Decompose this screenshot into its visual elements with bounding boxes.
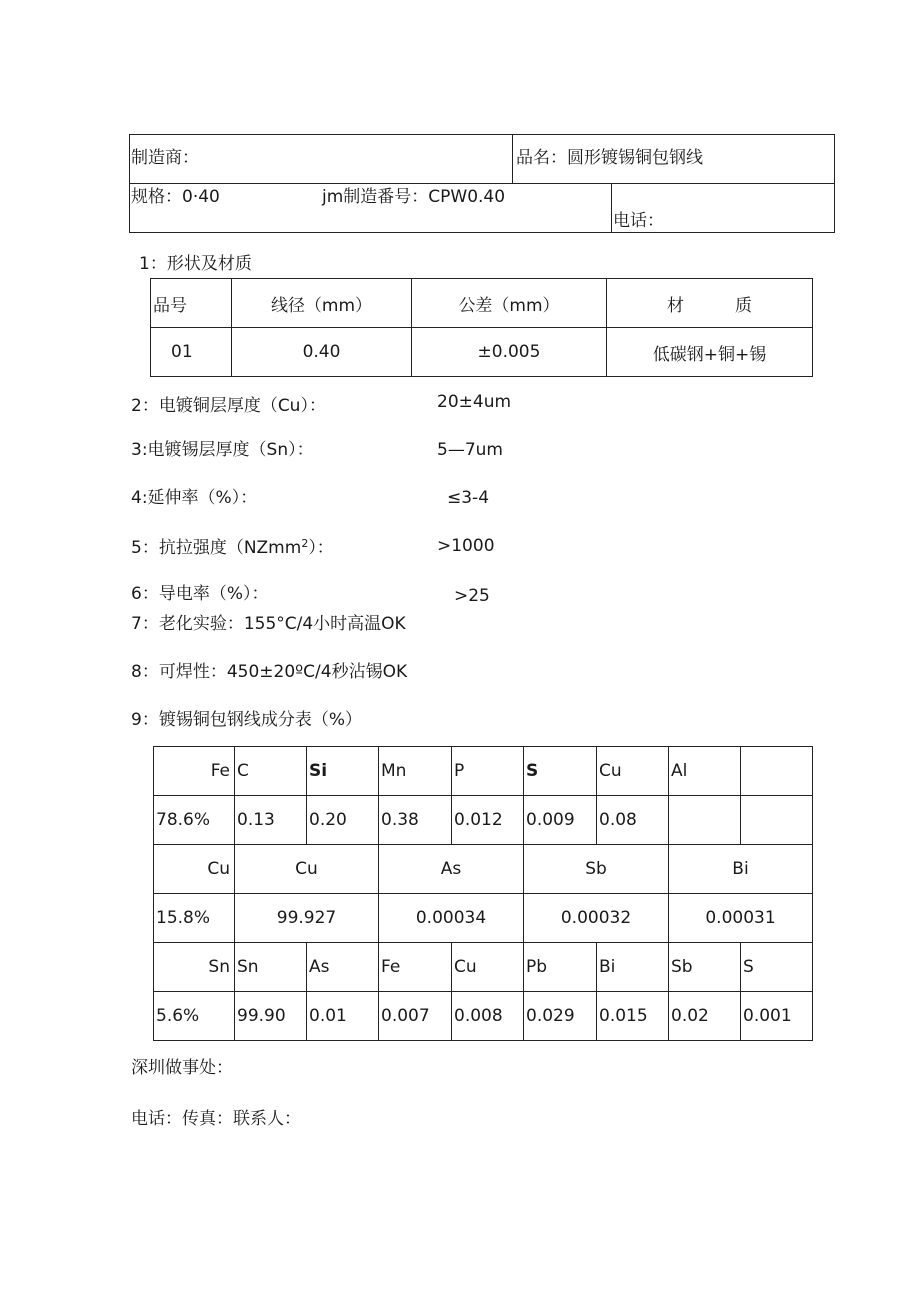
- cu-element: Sb: [524, 845, 669, 894]
- cu-label: Cu: [154, 845, 235, 894]
- fe-element: C: [235, 747, 307, 796]
- sn-value: 0.029: [524, 992, 597, 1041]
- sn-value: 99.90: [235, 992, 307, 1041]
- col-header-tolerance: 公差（mm）: [412, 279, 607, 328]
- composition-title: 9：镀锡铜包钢线成分表（%）: [131, 710, 362, 730]
- spec-conductivity-value: >25: [454, 586, 490, 606]
- cu-element: Bi: [669, 845, 813, 894]
- fe-value: [741, 796, 813, 845]
- spec-tensile-value: >1000: [437, 536, 495, 556]
- sn-element: As: [307, 943, 379, 992]
- sn-element: Sn: [235, 943, 307, 992]
- cu-percent: 15.8%: [154, 894, 235, 943]
- sn-value: 0.015: [597, 992, 669, 1041]
- sn-value: 0.001: [741, 992, 813, 1041]
- fe-value: 0.13: [235, 796, 307, 845]
- spec-aging-test: 7：老化实验：155°C/4小时高温OK: [131, 614, 406, 634]
- fe-value: 0.20: [307, 796, 379, 845]
- sn-element: S: [741, 943, 813, 992]
- sn-value: 0.02: [669, 992, 741, 1041]
- sn-element: Cu: [452, 943, 524, 992]
- fe-element: Cu: [597, 747, 669, 796]
- fe-value: 0.012: [452, 796, 524, 845]
- fe-label: Fe: [154, 747, 235, 796]
- fe-value: [669, 796, 741, 845]
- sn-element: Bi: [597, 943, 669, 992]
- cell-part-no: 01: [151, 328, 232, 377]
- sn-label: Sn: [154, 943, 235, 992]
- spec-elongation-label: 4:延伸率（%）：: [131, 488, 258, 508]
- spec-solderability: 8：可焊性：450±20ºC/4秒沾锡OK: [131, 662, 408, 682]
- spec-sn-thickness-value: 5—7um: [437, 440, 503, 460]
- cell-material: 低碳钢+铜+锡: [607, 328, 813, 377]
- sn-element: Sb: [669, 943, 741, 992]
- spec-conductivity-label: 6：导电率（%）：: [131, 584, 269, 604]
- cu-element: As: [379, 845, 524, 894]
- fe-value: 0.38: [379, 796, 452, 845]
- composition-table: [153, 746, 813, 1041]
- manufacturer-label: 制造商：: [131, 148, 199, 168]
- product-name: 品名：圆形镀锡铜包钢线: [516, 148, 703, 168]
- cu-value: 0.00034: [379, 894, 524, 943]
- spec-label: 规格：0·40: [131, 187, 220, 207]
- section1-title: 1：形状及材质: [139, 254, 252, 274]
- spec-sn-thickness-label: 3:电镀锡层厚度（Sn）：: [131, 440, 314, 460]
- lot-number: jm制造番号：CPW0.40: [322, 187, 506, 207]
- fe-percent: 78.6%: [154, 796, 235, 845]
- spec-tensile-label: 5：抗拉强度（NZmm$^2$）：: [131, 537, 334, 558]
- sn-value: 0.01: [307, 992, 379, 1041]
- col-header-diameter: 线径（mm）: [232, 279, 412, 328]
- col-header-part-no: 品号: [151, 279, 232, 328]
- col-header-material: 材 质: [607, 279, 813, 328]
- fe-element: [741, 747, 813, 796]
- cu-element: Cu: [235, 845, 379, 894]
- fe-value: 0.08: [597, 796, 669, 845]
- sn-element: Pb: [524, 943, 597, 992]
- shape-material-table: [150, 278, 813, 377]
- cu-value: 99.927: [235, 894, 379, 943]
- fe-element: Al: [669, 747, 741, 796]
- sn-value: 0.007: [379, 992, 452, 1041]
- contact-line: 电话：传真：联系人：: [131, 1109, 301, 1129]
- fe-element: Si: [307, 747, 379, 796]
- fe-value: 0.009: [524, 796, 597, 845]
- sn-element: Fe: [379, 943, 452, 992]
- fe-element: P: [452, 747, 524, 796]
- cu-value: 0.00032: [524, 894, 669, 943]
- spec-elongation-value: ≤3-4: [447, 488, 490, 508]
- phone-label: 电话：: [613, 211, 664, 231]
- fe-element: S: [524, 747, 597, 796]
- cu-value: 0.00031: [669, 894, 813, 943]
- cell-diameter: 0.40: [232, 328, 412, 377]
- fe-element: Mn: [379, 747, 452, 796]
- office-label: 深圳做事处：: [131, 1058, 233, 1078]
- sn-percent: 5.6%: [154, 992, 235, 1041]
- spec-cu-thickness-label: 2：电镀铜层厚度（Cu）：: [131, 396, 326, 416]
- cell-tolerance: ±0.005: [412, 328, 607, 377]
- sn-value: 0.008: [452, 992, 524, 1041]
- spec-cu-thickness-value: 20±4um: [437, 392, 512, 412]
